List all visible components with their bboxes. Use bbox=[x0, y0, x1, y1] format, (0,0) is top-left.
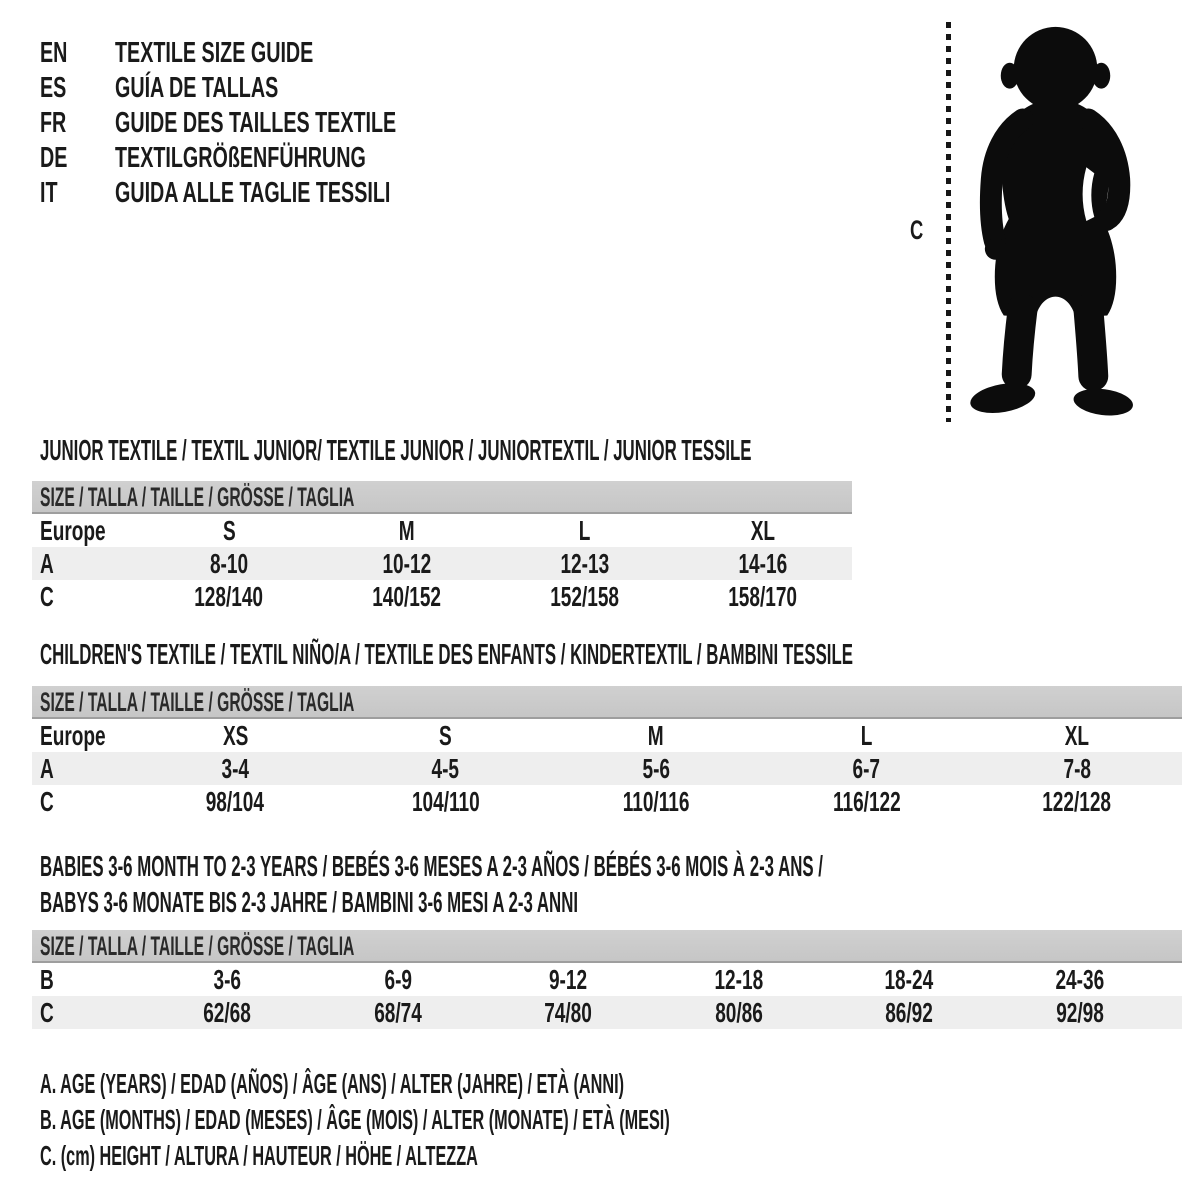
section-title-junior: JUNIOR TEXTILE / TEXTIL JUNIOR/ TEXTILE JUNIOR / JUNIORTEXTIL / JUNIOR TESSILE bbox=[40, 435, 752, 467]
table-row bbox=[32, 580, 852, 613]
table-row bbox=[32, 785, 1182, 818]
size-cell: XL bbox=[750, 515, 776, 546]
footnote-line-b: B. AGE (MONTHS) / EDAD (MESES) / ÂGE (MOIS) / ALTER (MONATE) / ETÀ (MESI) bbox=[40, 1104, 670, 1135]
size-cell: 9-12 bbox=[549, 964, 588, 995]
row-label: C bbox=[40, 786, 54, 817]
size-table-junior bbox=[32, 481, 852, 613]
language-code: FR bbox=[40, 107, 67, 139]
size-cell: 12-18 bbox=[714, 964, 764, 995]
size-cell: 3-6 bbox=[213, 964, 242, 995]
size-cell: 4-5 bbox=[431, 753, 460, 784]
size-table-children bbox=[32, 686, 1182, 818]
table-row bbox=[32, 547, 852, 580]
size-table-babies bbox=[32, 930, 1182, 1029]
table-header: SIZE / TALLA / TAILLE / GRÖSSE / TAGLIA bbox=[32, 481, 852, 514]
size-cell: 24-36 bbox=[1055, 964, 1105, 995]
dashed-measure-line bbox=[946, 22, 951, 422]
section-title-children: CHILDREN'S TEXTILE / TEXTIL NIÑO/A / TEXTILE DES ENFANTS / KINDERTEXTIL / BAMBINI TESSILE bbox=[40, 639, 853, 671]
table-row bbox=[32, 963, 1182, 996]
size-cell: 128/140 bbox=[194, 581, 264, 612]
size-cell: 140/152 bbox=[372, 581, 442, 612]
footnote-line-a: A. AGE (YEARS) / EDAD (AÑOS) / ÂGE (ANS) / ALTER (JAHRE) / ETÀ (ANNI) bbox=[40, 1068, 625, 1099]
row-label: C bbox=[40, 997, 54, 1028]
row-label: Europe bbox=[40, 720, 106, 751]
row-label: C bbox=[40, 581, 54, 612]
size-cell: 10-12 bbox=[382, 548, 432, 579]
table-row bbox=[32, 514, 852, 547]
table-header: SIZE / TALLA / TAILLE / GRÖSSE / TAGLIA bbox=[32, 686, 1182, 719]
size-cell: M bbox=[648, 720, 664, 751]
size-cell: 122/128 bbox=[1042, 786, 1112, 817]
language-code: ES bbox=[40, 72, 67, 104]
size-cell: 7-8 bbox=[1063, 753, 1091, 784]
size-cell: 14-16 bbox=[738, 548, 788, 579]
table-header: SIZE / TALLA / TAILLE / GRÖSSE / TAGLIA bbox=[32, 930, 1182, 963]
size-cell: 104/110 bbox=[411, 786, 480, 817]
section-title-babies-line1: BABIES 3-6 MONTH TO 2-3 YEARS / BEBÉS 3-6 MESES A 2-3 AÑOS / BÉBÉS 3-6 MOIS À 2-3 ANS / bbox=[40, 851, 823, 883]
size-cell: XS bbox=[222, 720, 248, 751]
table-row bbox=[32, 996, 1182, 1029]
measurement-figure bbox=[900, 10, 1160, 425]
size-cell: 74/80 bbox=[544, 997, 593, 1028]
size-cell: 158/170 bbox=[728, 581, 798, 612]
size-cell: L bbox=[860, 720, 873, 751]
height-measure-label: C bbox=[910, 215, 924, 245]
row-label: Europe bbox=[40, 515, 106, 546]
size-cell: 6-9 bbox=[383, 964, 412, 995]
language-code: IT bbox=[40, 177, 58, 209]
language-row bbox=[40, 176, 529, 211]
size-cell: 116/122 bbox=[832, 786, 901, 817]
footnotes bbox=[40, 1066, 1126, 1174]
table-row bbox=[32, 719, 1182, 752]
size-cell: XL bbox=[1064, 720, 1089, 751]
toddler-silhouette-icon bbox=[960, 12, 1150, 422]
language-row bbox=[40, 36, 529, 71]
size-cell: 92/98 bbox=[1055, 997, 1104, 1028]
size-cell: 68/74 bbox=[373, 997, 422, 1028]
size-cell: L bbox=[579, 515, 591, 546]
size-cell: 18-24 bbox=[884, 964, 934, 995]
size-cell: S bbox=[439, 720, 452, 751]
language-code: DE bbox=[40, 142, 68, 174]
size-cell: 80/86 bbox=[714, 997, 763, 1028]
row-label: A bbox=[40, 753, 54, 784]
size-cell: 110/116 bbox=[622, 786, 690, 817]
size-cell: 5-6 bbox=[642, 753, 670, 784]
language-title: GUÍA DE TALLAS bbox=[115, 72, 279, 104]
size-cell: 8-10 bbox=[209, 548, 249, 579]
language-code: EN bbox=[40, 37, 68, 69]
size-cell: 6-7 bbox=[852, 753, 881, 784]
size-cell: 86/92 bbox=[885, 997, 934, 1028]
footnote-line-c: C. (cm) HEIGHT / ALTURA / HAUTEUR / HÖHE / ALTEZZA bbox=[40, 1140, 478, 1171]
language-title: GUIDE DES TAILLES TEXTILE bbox=[115, 107, 397, 139]
size-cell: 152/158 bbox=[550, 581, 620, 612]
size-cell: 98/104 bbox=[206, 786, 265, 817]
size-cell: 12-13 bbox=[560, 548, 610, 579]
size-cell: 3-4 bbox=[221, 753, 249, 784]
language-row bbox=[40, 71, 529, 106]
language-title: TEXTILE SIZE GUIDE bbox=[115, 37, 314, 69]
language-title: TEXTILGRÖßENFÜHRUNG bbox=[115, 142, 366, 174]
language-title: GUIDA ALLE TAGLIE TESSILI bbox=[115, 177, 391, 209]
size-cell: 62/68 bbox=[203, 997, 252, 1028]
language-row bbox=[40, 141, 529, 176]
size-cell: M bbox=[399, 515, 415, 546]
size-cell: S bbox=[222, 515, 236, 546]
language-legend bbox=[40, 36, 529, 211]
section-title-babies-line2: BABYS 3-6 MONATE BIS 2-3 JAHRE / BAMBINI 3-6 MESI A 2-3 ANNI bbox=[40, 887, 579, 919]
language-row bbox=[40, 106, 529, 141]
table-row bbox=[32, 752, 1182, 785]
row-label: A bbox=[40, 548, 54, 579]
row-label: B bbox=[40, 964, 54, 995]
